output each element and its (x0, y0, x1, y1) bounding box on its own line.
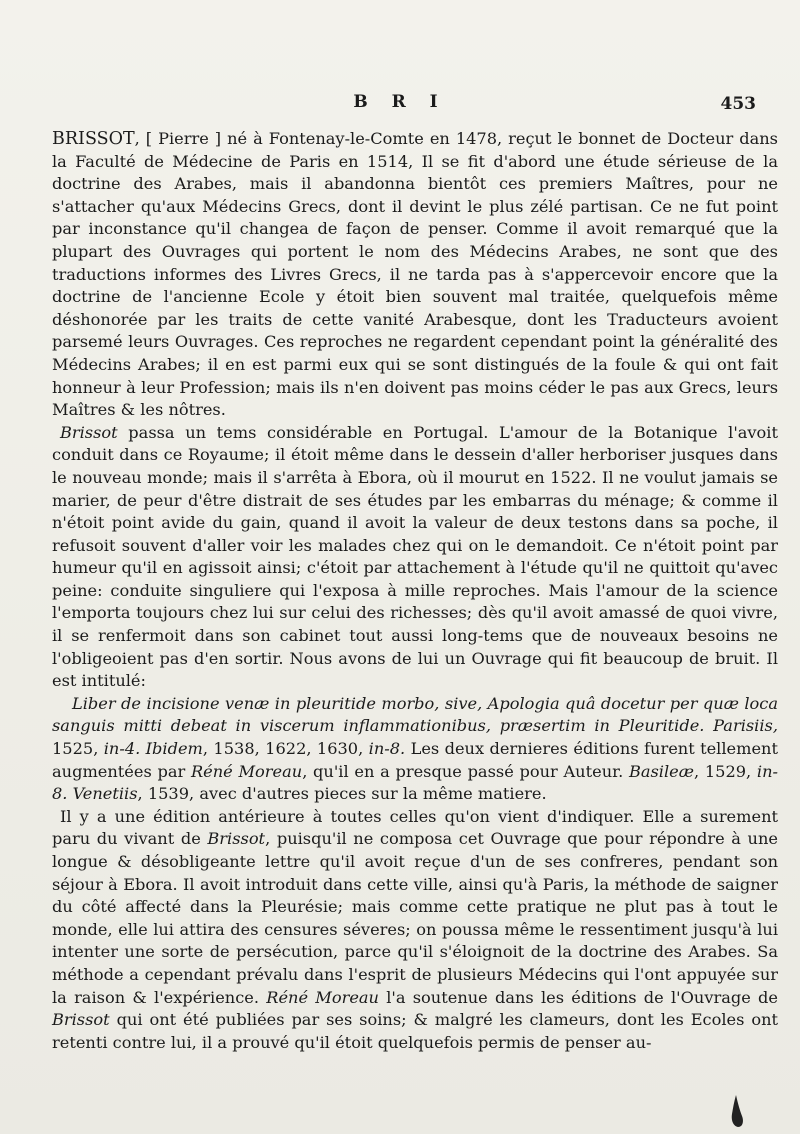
entry-name: BRISSOT (52, 129, 135, 149)
moreau-name-2: Réné Moreau (266, 987, 379, 1007)
edition-format-2: in-8. (368, 739, 406, 759)
paragraph-4-part-b: , puisqu'il ne composa cet Ouvrage que pour répondre à une longue & désobligeante lettre qu'il avoit reçue d'un de ses confreres, pendant son séjour à Ebora. Il avoit introduit dans cette ville, ainsi qu'à Paris, la méthode de saigner du côté affecté dans la Pleurésie; mais comme cette pratique ne plut pas à tout le monde, elle lui attira des censures séveres; on poussa même le ressentiment jusqu'à lui intenter une sorte de persécution, parce qu'il s'éloignoit de la doctrine des Arabes. Sa méthode a cependant prévalu dans l'esprit de plusieurs Médecins qui l'ont appuyée sur la raison & l'expérience. (52, 829, 778, 1007)
paragraph-4-part-a: Il y a une édition antérieure à toutes celles qu'on vient d'indiquer. Elle a surement paru du vivant de (52, 806, 778, 849)
paragraph-portugal (52, 422, 778, 693)
paragraph-4-part-d: qui ont été publiées par ses soins; & malgré les clameurs, dont les Ecoles ont retenti contre lui, il a prouvé qu'il étoit quelquefois permis de penser au- (52, 1010, 778, 1052)
brissot-name-italic-3: Brissot (52, 1010, 110, 1030)
brissot-name-italic-2: Brissot (207, 829, 266, 849)
paragraph-4-part-c: l'a soutenue dans les éditions de l'Ouvrage de (378, 987, 778, 1007)
paragraph-book-title (52, 693, 778, 806)
page-number: 453 (720, 94, 756, 114)
edition-year-4: , 1539, avec d'autres pieces sur la même matiere. (137, 784, 547, 804)
editions-note: Les deux dernieres éditions furent tellement augmentées par (52, 739, 778, 781)
moreau-name: Réné Moreau (190, 761, 303, 781)
brissot-name-italic: Brissot (60, 422, 118, 442)
author-note: , qu'il en a presque passé pour Auteur. (302, 761, 629, 781)
basilea-place: Basileæ (628, 761, 694, 781)
book-title: Liber de incisione venæ in pleuritide morbo, sive, Apologia quâ docetur per quæ loca sanguis mitti debeat in viscerum inflammationibus, præsertim in Pleuritide. Parisiis, (52, 693, 778, 736)
edition-format-3: in-8. Venetiis (52, 761, 778, 804)
page-header (0, 92, 800, 116)
body-text (52, 128, 778, 1054)
edition-year-1: 1525, (52, 739, 104, 759)
edition-format-1: in-4. Ibidem (103, 739, 203, 759)
paragraph-2-text: passa un tems considérable en Portugal. L'amour de la Botanique l'avoit conduit dans ce Royaume; il étoit même dans le dessein d'aller herboriser jusques dans le nouveau monde; mais il s'arrêta à Ebora, où il mourut en 1522. Il ne voulut jamais se marier, de peur d'être distrait de ses études par les embarras du ménage; & comme il n'étoit point avide du gain, quand il avoit la valeur de deux testons dans sa poche, il refusoit souvent d'aller voir les malades chez qui on le demandoit. Ce n'étoit point par humeur qu'il en agissoit ainsi; c'étoit par attachement à l'étude qu'il ne quittoit qu'avec peine: conduite singuliere qui l'exposa à mille reproches. Mais l'amour de la science l'emporta toujours chez lui sur celui des richesses; dès qu'il avoit amassé de quoi vivre, il se renfermoit dans son cabinet tout aussi long-tems que de nouveaux besoins ne l'obligeoient pas d'en sortir. Nous avons de lui un Ouvrage qui fit beaucoup de bruit. Il est intitulé: (52, 422, 778, 691)
edition-year-3: , 1529, (693, 761, 757, 781)
paragraph-brissot-biography (52, 128, 778, 422)
ink-blot-icon (728, 1094, 746, 1128)
edition-years-2: , 1538, 1622, 1630, (202, 739, 369, 759)
running-head: B R I (353, 92, 447, 112)
paragraph-earlier-edition (52, 806, 778, 1055)
paragraph-1-text: , [ Pierre ] né à Fontenay-le-Comte en 1478, reçut le bonnet de Docteur dans la Faculté de Médecine de Paris en 1514, Il se fit d'abord une étude sérieuse de la doctrine des Arabes, mais il abandonna bientôt ces premiers Maîtres, pour ne s'attacher qu'aux Médecins Grecs, dont il devint le plus zélé partisan. Ce ne fut point par inconstance qu'il changea de façon de penser. Comme il avoit remarqué que la plupart des Ouvrages qui portent le nom des Médecins Arabes, ne sont que des traductions informes des Livres Grecs, il ne tarda pas à s'appercevoir encore que la doctrine de l'ancienne Ecole y étoit bien souvent mal traitée, quelquefois même déshonorée par les traits de cette vanité Arabesque, dont les Traducteurs avoient parsemé leurs Ouvrages. Ces reproches ne regardent cependant point la généralité des Médecins Arabes; il en est parmi eux qui se sont distingués de la foule & qui ont fait honneur à leur Profession; mais ils n'en doivent pas moins céder le pas aux Grecs, leurs Maîtres & les nôtres. (52, 129, 778, 420)
